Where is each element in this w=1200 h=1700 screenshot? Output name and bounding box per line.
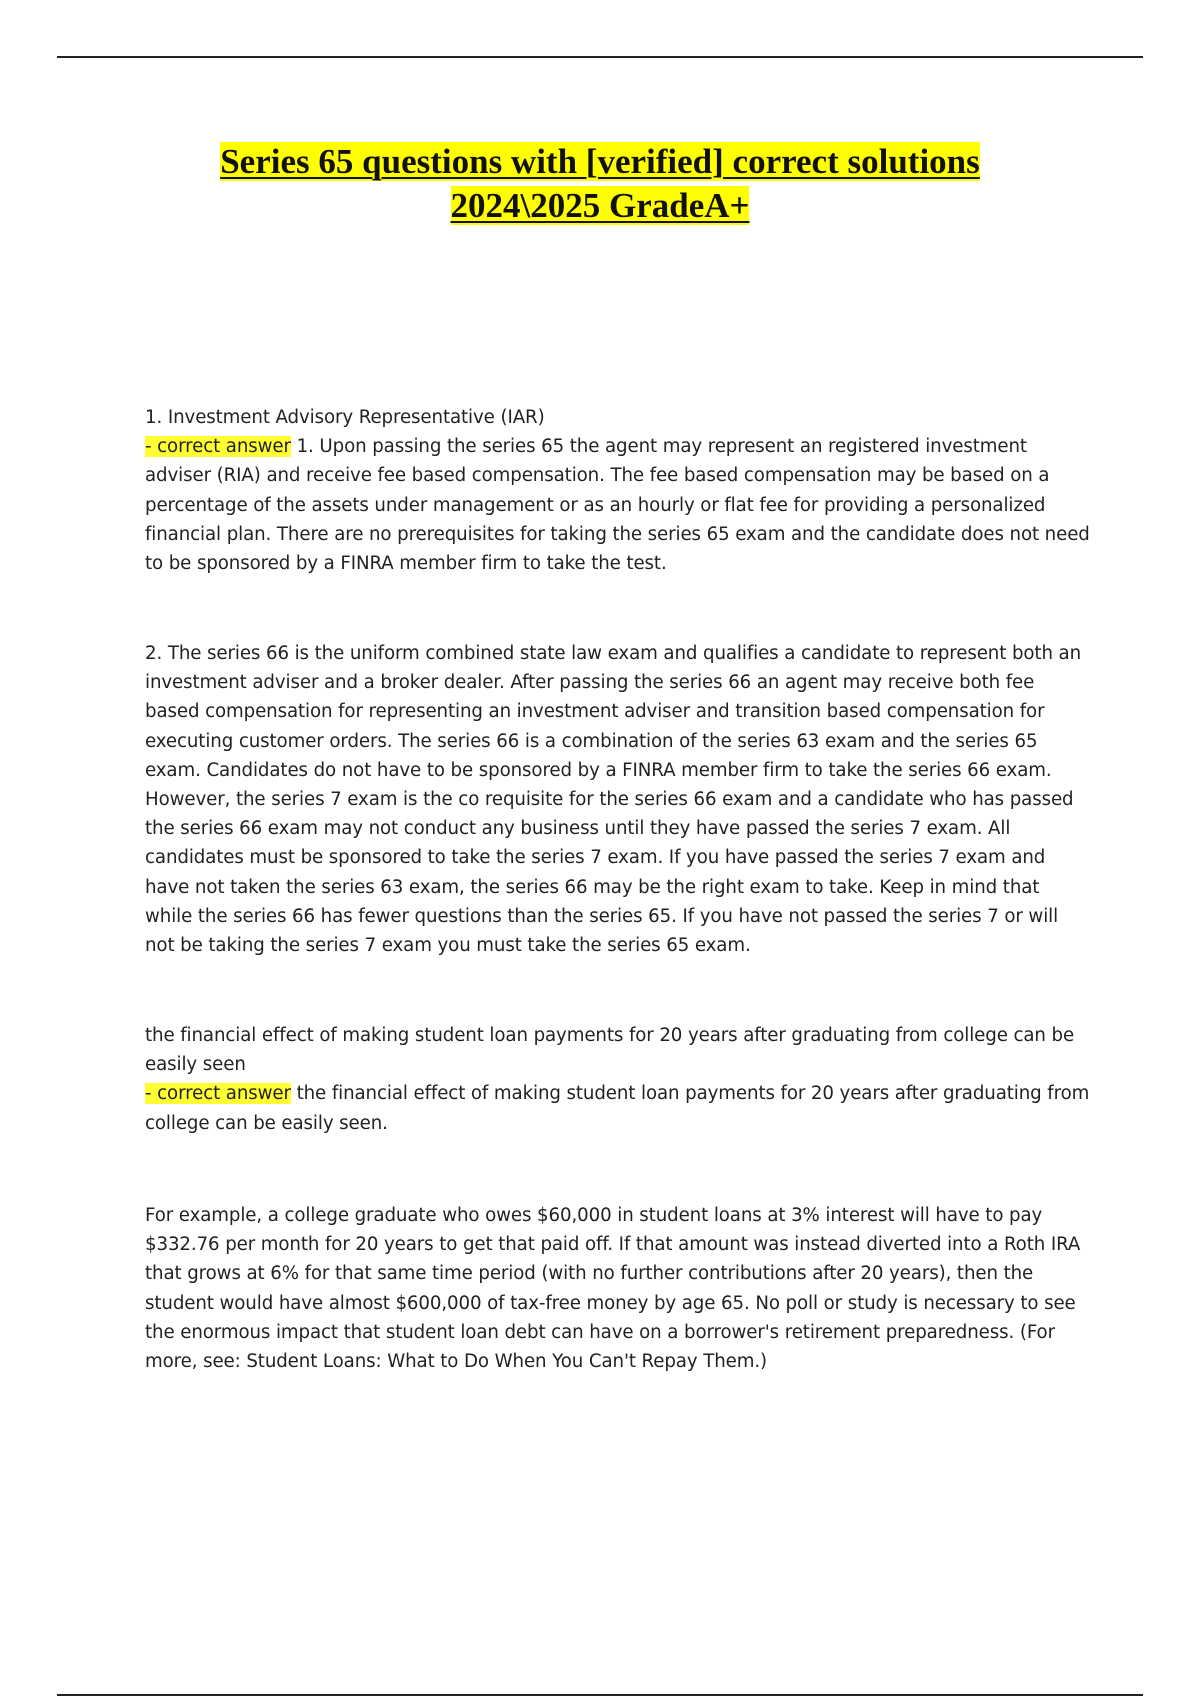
answer-text	[145, 432, 1090, 578]
correct-answer-label: - correct answer	[145, 436, 291, 458]
top-divider	[57, 56, 1143, 58]
qa-item-1	[145, 403, 1090, 578]
paragraph-text: For example, a college graduate who owes $60,000 in student loans at 3% interest will have to pay $332.76 per month for 20 years to get that paid off. If that amount was instead diverted into a Roth IRA that grows at 6% for that same time period (with no further contributions after 20 years), then the student would have almost $600,000 of tax-free money by age 65. No poll or study is necessary to see the enormous impact that student loan debt can have on a borrower's retirement preparedness. (For more, see: Student Loans: What to Do When You Can't Repay Them.)	[145, 1205, 1081, 1373]
question-text: 1. Investment Advisory Representative (IAR)	[145, 407, 545, 428]
title-line-1: Series 65 questions with [verified] correct solutions	[220, 142, 980, 181]
paragraph-example	[145, 1201, 1090, 1376]
qa-item-2	[145, 1021, 1090, 1138]
paragraph-text: 2. The series 66 is the uniform combined state law exam and qualifies a candidate to represent both an investment adviser and a broker dealer. After passing the series 66 an agent may receive both fee based compensation for representing an investment adviser and transition based compensation for executing customer orders. The series 66 is a combination of the series 63 exam and the series 65 exam. Candidates do not have to be sponsored by a FINRA member firm to take the series 66 exam. However, the series 7 exam is the co requisite for the series 66 exam and a candidate who has passed the series 66 exam may not conduct any business until they have passed the series 7 exam. All candidates must be sponsored to take the series 7 exam. If you have passed the series 7 exam and have not taken the series 63 exam, the series 66 may be the right exam to take. Keep in mind that while the series 66 has fewer questions than the series 65. If you have not passed the series 7 or will not be taking the series 7 exam you must take the series 65 exam.	[145, 643, 1082, 957]
answer-body: 1. Upon passing the series 65 the agent may represent an registered investment adviser (RIA) and receive fee based compensation. The fee based compensation may be based on a percentage of the assets under management or as an hourly or flat fee for providing a personalized financial plan. There are no prerequisites for taking the series 65 exam and the candidate does not need to be sponsored by a FINRA member firm to take the test.	[145, 436, 1090, 575]
correct-answer-label: - correct answer	[145, 1083, 291, 1105]
answer-body: the financial effect of making student loan payments for 20 years after graduating from college can be easily seen.	[145, 1083, 1090, 1134]
paragraph-series-66	[145, 639, 1090, 960]
document-title	[0, 140, 1200, 228]
bottom-divider	[57, 1694, 1143, 1696]
question-text: the financial effect of making student loan payments for 20 years after graduating from college can be easily seen	[145, 1025, 1075, 1076]
title-line-2: 2024\2025 GradeA+	[450, 186, 750, 225]
answer-text	[145, 1079, 1090, 1137]
